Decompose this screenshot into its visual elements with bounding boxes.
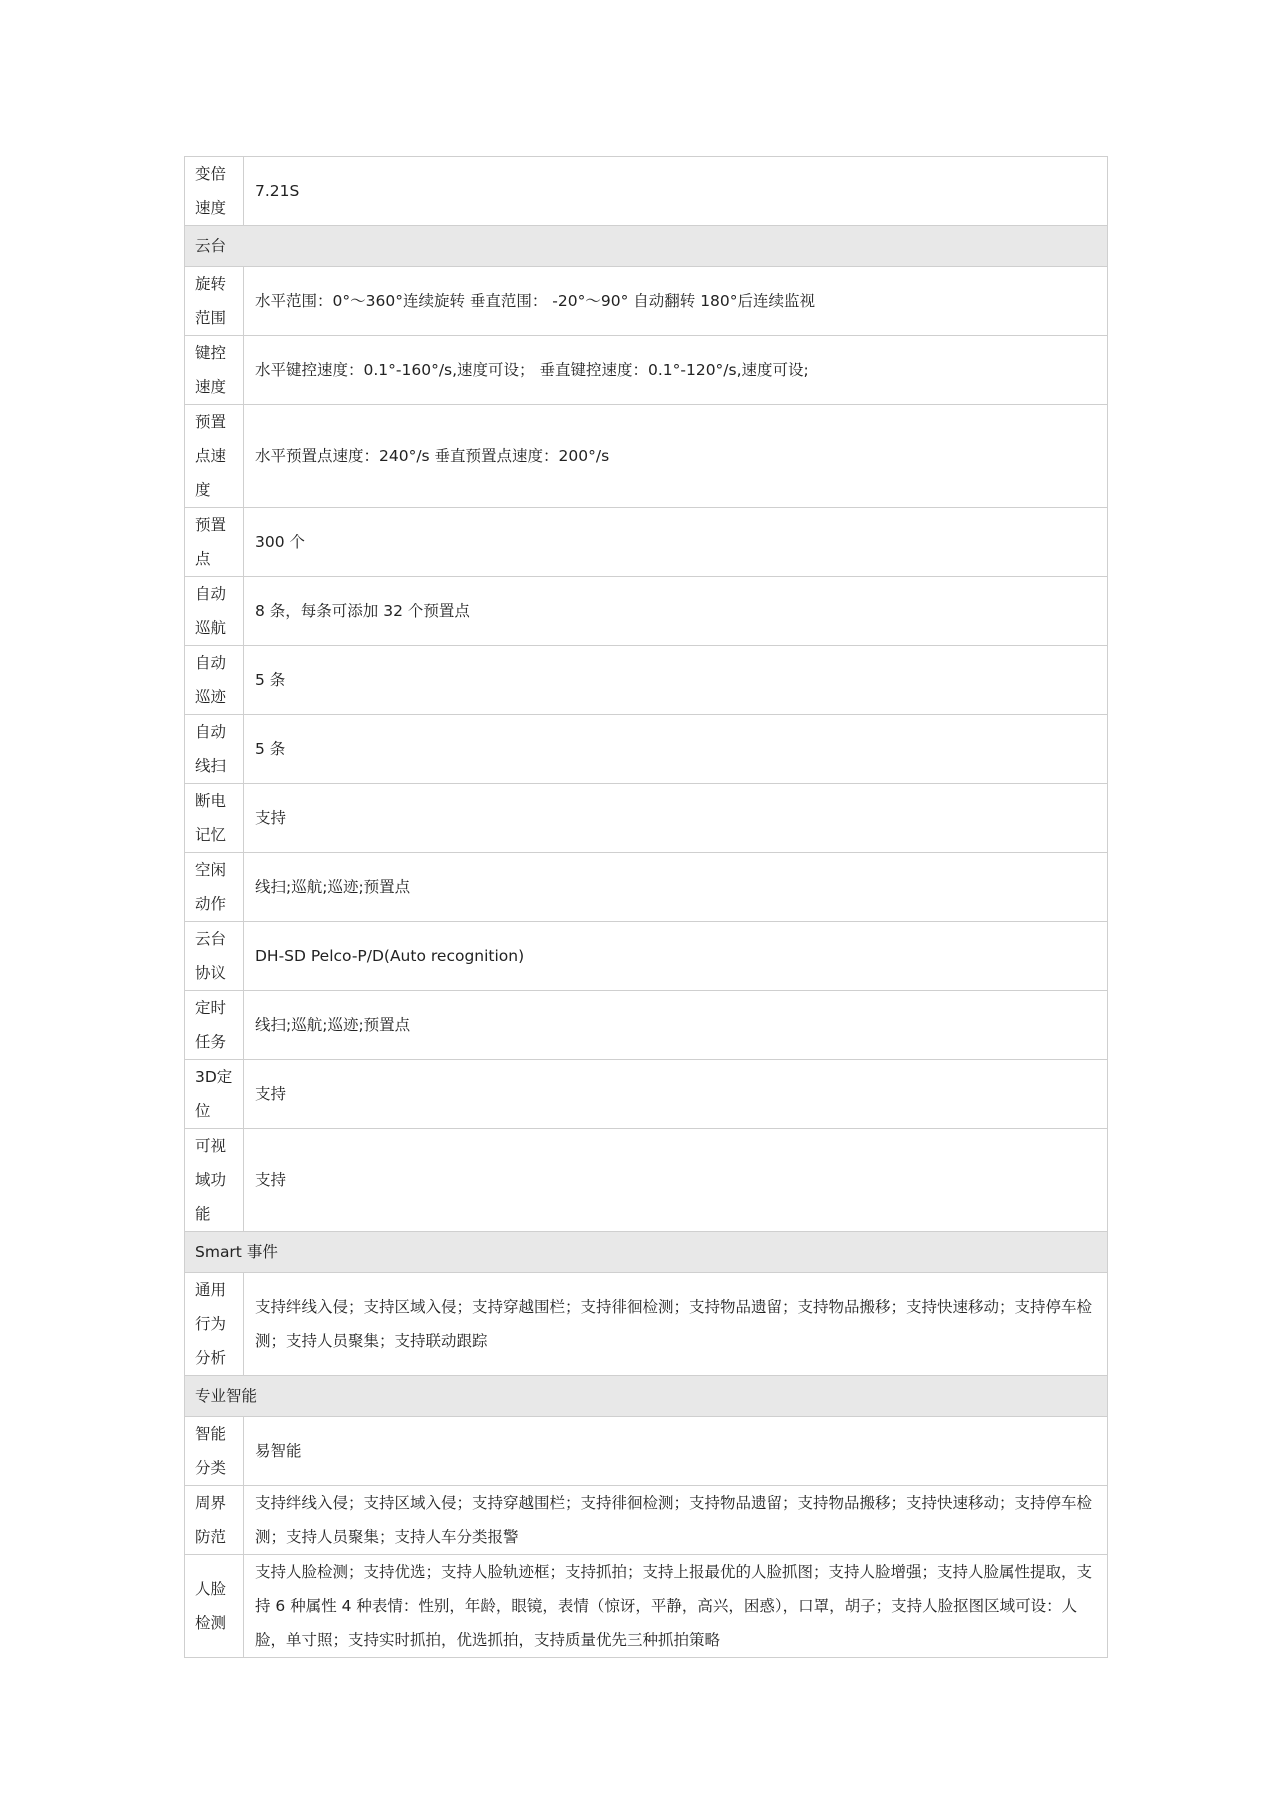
spec-row — [185, 157, 1108, 226]
spec-value: 5 条 — [244, 646, 1108, 715]
spec-label: 智能分类 — [185, 1417, 244, 1486]
spec-row — [185, 1555, 1108, 1658]
spec-row — [185, 646, 1108, 715]
spec-label: 预置点速度 — [185, 405, 244, 508]
spec-value: 支持绊线入侵；支持区域入侵；支持穿越围栏；支持徘徊检测；支持物品遗留；支持物品搬移；支持快速移动；支持停车检测；支持人员聚集；支持人车分类报警 — [244, 1486, 1108, 1555]
spec-label: 自动巡航 — [185, 577, 244, 646]
spec-row — [185, 1060, 1108, 1129]
spec-value: 水平键控速度：0.1°-160°/s,速度可设； 垂直键控速度：0.1°-120°/s,速度可设; — [244, 336, 1108, 405]
spec-row — [185, 267, 1108, 336]
spec-row — [185, 1273, 1108, 1376]
spec-label: 云台协议 — [185, 922, 244, 991]
spec-value: 支持 — [244, 1060, 1108, 1129]
spec-value: 易智能 — [244, 1417, 1108, 1486]
spec-value: 5 条 — [244, 715, 1108, 784]
spec-value: 7.21S — [244, 157, 1108, 226]
spec-row — [185, 1129, 1108, 1232]
section-title: 云台 — [185, 226, 1108, 267]
spec-value: 支持人脸检测；支持优选；支持人脸轨迹框；支持抓拍；支持上报最优的人脸抓图；支持人脸增强；支持人脸属性提取，支持 6 种属性 4 种表情：性别，年龄，眼镜，表情（惊讶，平静，高兴，困惑），口罩，胡子；支持人脸抠图区域可设：人脸，单寸照；支持实时抓拍，优选抓拍，支持质量优先三种抓拍策略 — [244, 1555, 1108, 1658]
spec-label: 周界防范 — [185, 1486, 244, 1555]
spec-label: 旋转范围 — [185, 267, 244, 336]
spec-value: 300 个 — [244, 508, 1108, 577]
spec-label: 预置点 — [185, 508, 244, 577]
spec-row — [185, 405, 1108, 508]
spec-row — [185, 991, 1108, 1060]
spec-row — [185, 1417, 1108, 1486]
section-header-row — [185, 1232, 1108, 1273]
spec-value: 线扫;巡航;巡迹;预置点 — [244, 853, 1108, 922]
section-header-row — [185, 226, 1108, 267]
spec-label: 定时任务 — [185, 991, 244, 1060]
spec-label: 变倍速度 — [185, 157, 244, 226]
spec-table-body — [185, 157, 1108, 1658]
section-title: Smart 事件 — [185, 1232, 1108, 1273]
spec-row — [185, 508, 1108, 577]
spec-label: 断电记忆 — [185, 784, 244, 853]
spec-row — [185, 784, 1108, 853]
spec-label: 自动线扫 — [185, 715, 244, 784]
spec-value: DH-SD Pelco-P/D(Auto recognition) — [244, 922, 1108, 991]
spec-row — [185, 853, 1108, 922]
spec-label: 通用行为分析 — [185, 1273, 244, 1376]
spec-row — [185, 577, 1108, 646]
section-header-row — [185, 1376, 1108, 1417]
spec-label: 3D定位 — [185, 1060, 244, 1129]
spec-label: 空闲动作 — [185, 853, 244, 922]
spec-value: 8 条，每条可添加 32 个预置点 — [244, 577, 1108, 646]
spec-table — [184, 156, 1108, 1658]
section-title: 专业智能 — [185, 1376, 1108, 1417]
spec-row — [185, 922, 1108, 991]
spec-value: 水平预置点速度：240°/s 垂直预置点速度：200°/s — [244, 405, 1108, 508]
spec-row — [185, 1486, 1108, 1555]
spec-value: 支持绊线入侵；支持区域入侵；支持穿越围栏；支持徘徊检测；支持物品遗留；支持物品搬移；支持快速移动；支持停车检测；支持人员聚集；支持联动跟踪 — [244, 1273, 1108, 1376]
spec-label: 键控速度 — [185, 336, 244, 405]
spec-value: 线扫;巡航;巡迹;预置点 — [244, 991, 1108, 1060]
spec-row — [185, 336, 1108, 405]
spec-value: 水平范围：0°～360°连续旋转 垂直范围： -20°～90° 自动翻转 180°后连续监视 — [244, 267, 1108, 336]
spec-label: 人脸检测 — [185, 1555, 244, 1658]
spec-value: 支持 — [244, 784, 1108, 853]
spec-label: 自动巡迹 — [185, 646, 244, 715]
spec-row — [185, 715, 1108, 784]
spec-label: 可视域功能 — [185, 1129, 244, 1232]
spec-value: 支持 — [244, 1129, 1108, 1232]
